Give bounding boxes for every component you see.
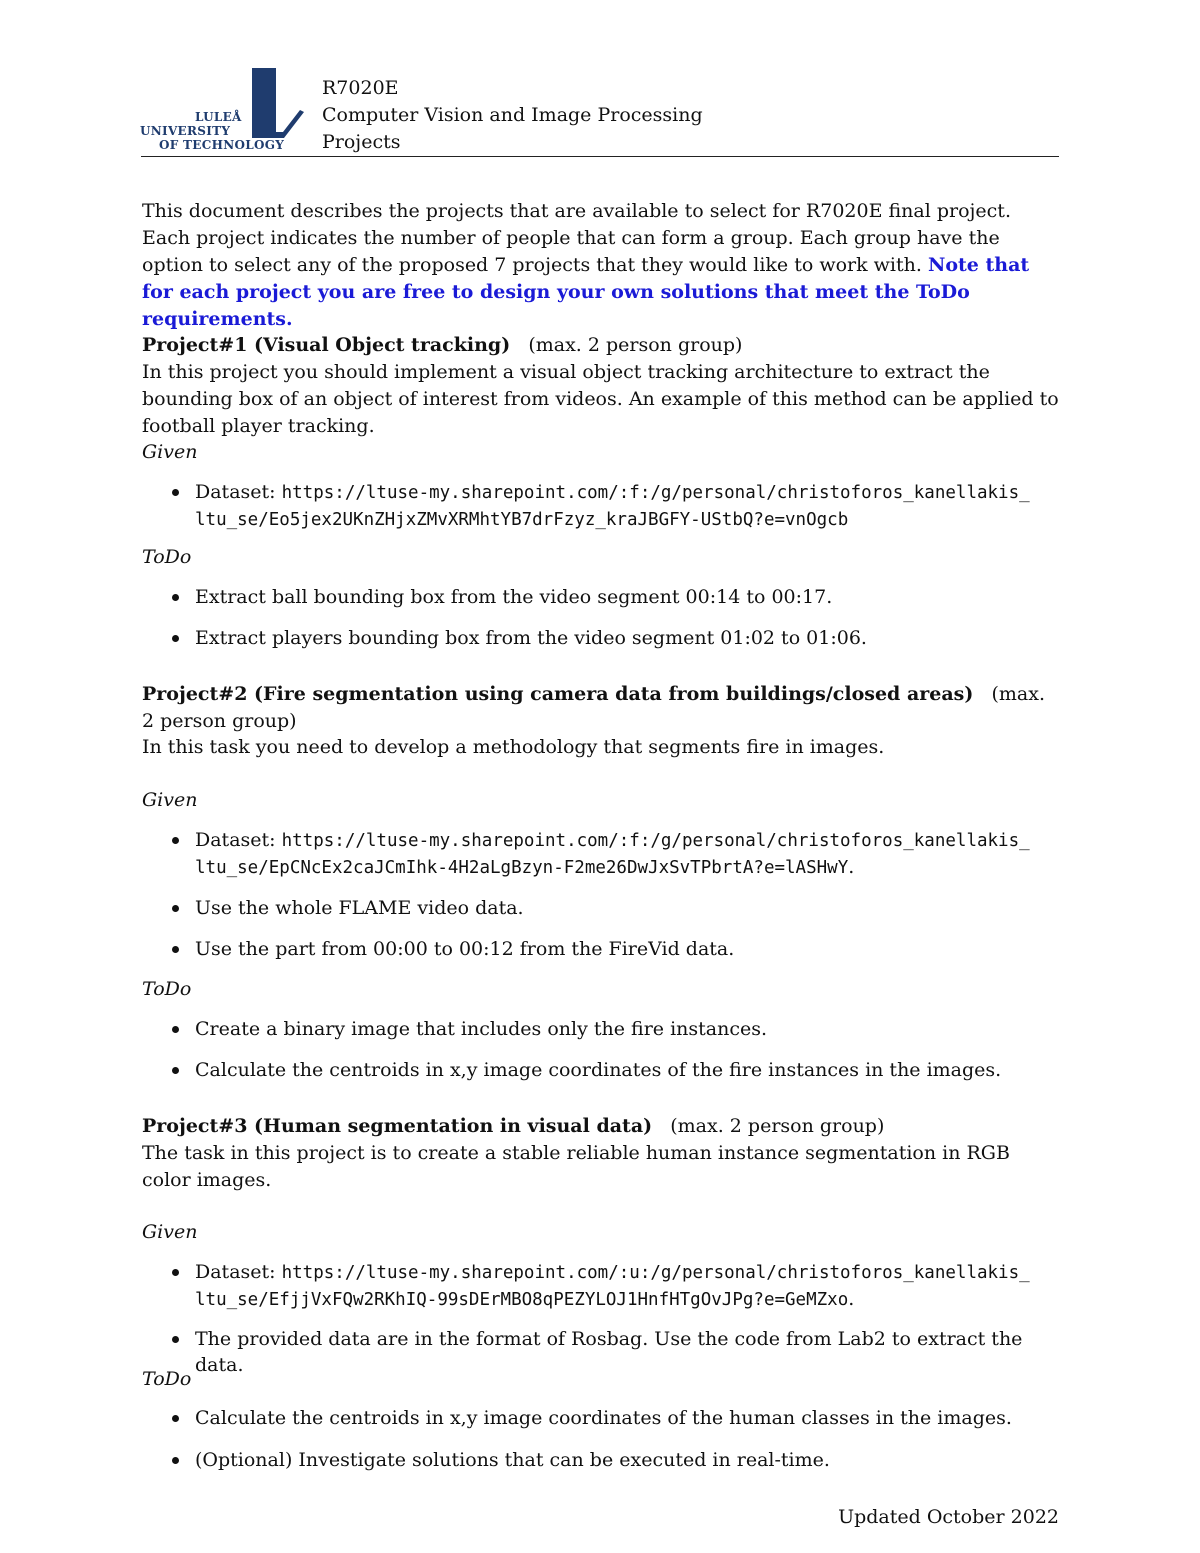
list-item (174, 1405, 1074, 1431)
doc-title: Projects (322, 131, 401, 153)
project-2-todo-label: ToDo (142, 978, 192, 1000)
project-1-given-label: Given (142, 441, 198, 463)
dataset-link-continued[interactable]: ltu_se/EfjjVxFQw2RKhIQ-99sDErMBO8qPEZYLOJ1HnfHTgOvJPg?e=GeMZxo (195, 1290, 849, 1310)
dataset-link-continued[interactable]: ltu_se/Eo5jex2UKnZHjxZMvXRMhtYB7drFzyz_kraJBGFY-UStbQ?e=vnOgcb (195, 510, 849, 530)
given-text: Use the part from 00:00 to 00:12 from the FireVid data. (195, 938, 735, 960)
project-1-description: In this project you should implement a visual object tracking architecture to extract the bounding box of an object of interest from videos. An example of this method can be applied to football player tracking. (142, 361, 1059, 437)
list-item (174, 1259, 1074, 1313)
bullet-icon (172, 1026, 179, 1033)
dataset-prefix: Dataset: (195, 1261, 282, 1283)
todo-text: Extract players bounding box from the video segment 01:02 to 01:06. (195, 627, 867, 649)
project-2-group: (max. (991, 683, 1045, 705)
bullet-icon (172, 1269, 179, 1276)
bullet-icon (172, 635, 179, 642)
todo-text: Calculate the centroids in x,y image coordinates of the human classes in the images. (195, 1407, 1012, 1429)
footer-updated: Updated October 2022 (838, 1506, 1059, 1528)
list-item (174, 1016, 1074, 1042)
dataset-link[interactable]: https://ltuse-my.sharepoint.com/:f:/g/personal/christoforos_kanellakis_ (281, 831, 1030, 851)
list-item (174, 1057, 1074, 1083)
todo-text: Extract ball bounding box from the video segment 00:14 to 00:17. (195, 586, 833, 608)
dataset-suffix: . (848, 856, 855, 878)
todo-text: (Optional) Investigate solutions that can be executed in real-time. (195, 1449, 830, 1471)
intro-text: This document describes the projects that are available to select for R7020E final project. Each project indicates the number of people that can form a group. Each group have the option to select any of the proposed 7 projects that they would like to work with. (142, 200, 1011, 276)
course-code: R7020E (322, 77, 399, 99)
project-2-group-continued: 2 person group) (142, 710, 297, 732)
university-logo (140, 66, 305, 154)
dataset-prefix: Dataset: (195, 481, 282, 503)
dataset-link[interactable]: https://ltuse-my.sharepoint.com/:f:/g/personal/christoforos_kanellakis_ (281, 483, 1030, 503)
project-1-todo-label: ToDo (142, 546, 192, 568)
course-name: Computer Vision and Image Processing (322, 104, 703, 126)
dataset-suffix: . (848, 1288, 855, 1310)
logo-line-2: UNIVERSITY (140, 124, 231, 138)
project-2-title: Project#2 (Fire segmentation using camera data from buildings/closed areas) (142, 683, 974, 705)
intro-paragraph (142, 198, 1060, 333)
dataset-link[interactable]: https://ltuse-my.sharepoint.com/:u:/g/personal/christoforos_kanellakis_ (281, 1263, 1030, 1283)
project-2-given-label: Given (142, 789, 198, 811)
list-item (174, 584, 1074, 610)
project-3-todo-label: ToDo (142, 1368, 192, 1390)
bullet-icon (172, 1067, 179, 1074)
bullet-icon (172, 594, 179, 601)
bullet-icon (172, 1415, 179, 1422)
given-text: Use the whole FLAME video data. (195, 897, 524, 919)
list-item (174, 625, 1074, 651)
bullet-icon (172, 1336, 179, 1343)
dataset-link-continued[interactable]: ltu_se/EpCNcEx2caJCmIhk-4H2aLgBzyn-F2me26DwJxSvTPbrtA?e=lASHwY (195, 858, 849, 878)
project-1-title: Project#1 (Visual Object tracking) (142, 334, 511, 356)
list-item (174, 827, 1074, 881)
bullet-icon (172, 905, 179, 912)
intro-highlight: Note that for each project you are free to design your own solutions that meet the ToDo requirements. (142, 254, 1030, 330)
project-3-group: (max. 2 person group) (670, 1115, 885, 1137)
bullet-icon (172, 489, 179, 496)
logo-line-3: OF TECHNOLOGY (159, 138, 285, 152)
todo-text: Create a binary image that includes only the fire instances. (195, 1018, 768, 1040)
header-rule (141, 156, 1059, 157)
project-2-heading (142, 681, 1060, 735)
project-3-description: The task in this project is to create a stable reliable human instance segmentation in RGB color images. (142, 1142, 1010, 1191)
list-item (174, 895, 1074, 921)
todo-text: Calculate the centroids in x,y image coordinates of the fire instances in the images. (195, 1059, 1002, 1081)
given-text: The provided data are in the format of Rosbag. Use the code from Lab2 to extract the data. (195, 1328, 1023, 1376)
list-item (174, 479, 1074, 533)
bullet-icon (172, 946, 179, 953)
project-1-heading (142, 332, 1060, 359)
logo-line-1: LULEÅ (195, 110, 242, 124)
dataset-prefix: Dataset: (195, 829, 282, 851)
bullet-icon (172, 1457, 179, 1464)
project-3-given-label: Given (142, 1221, 198, 1243)
list-item (174, 1447, 1074, 1473)
project-3-heading (142, 1113, 1060, 1140)
bullet-icon (172, 837, 179, 844)
project-1-group: (max. 2 person group) (528, 334, 743, 356)
project-2-description: In this task you need to develop a methodology that segments fire in images. (142, 736, 885, 758)
project-3-title: Project#3 (Human segmentation in visual data) (142, 1115, 653, 1137)
list-item (174, 936, 1074, 962)
